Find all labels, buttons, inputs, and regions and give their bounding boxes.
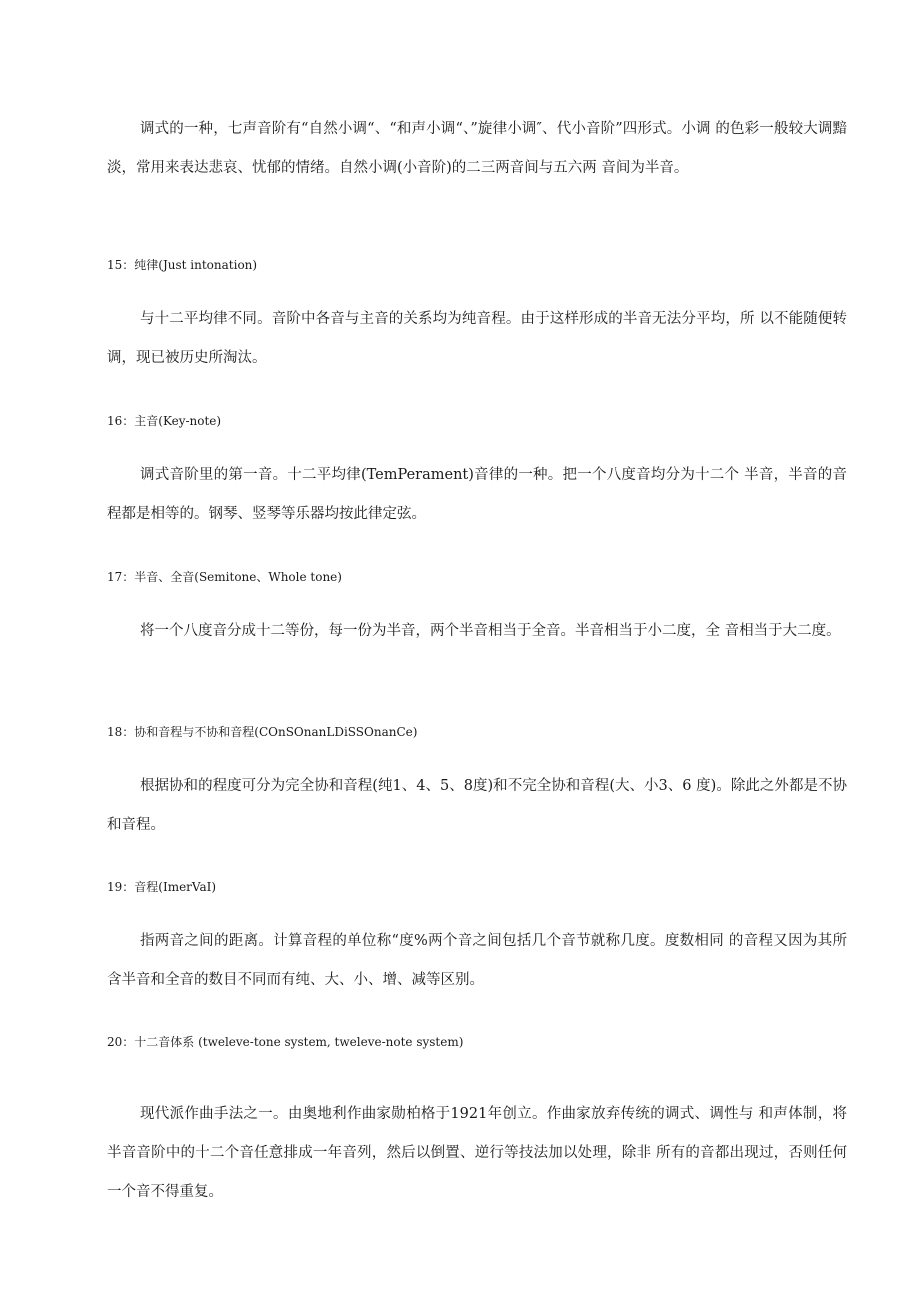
paragraph-semitone-whole-tone: 将一个八度音分成十二等份，每一份为半音，两个半音相当于全音。半音相当于小二度，全 音相当于大二度。 <box>140 623 841 639</box>
paragraph-interval: 指两音之间的距离。计算音程的单位称“度%两个音之间包括几个音节就称几度。度数相同 的音程又因为其所含半音和全音的数目不同而有纯、大、小、增、减等区别。 <box>107 933 847 988</box>
heading-key-note: 16：主音(Key-note) <box>107 414 222 428</box>
heading-semitone-whole-tone: 17：半音、全音(Semitone、Whole tone) <box>107 570 342 584</box>
paragraph-just-intonation: 与十二平均律不同。音阶中各音与主音的关系均为纯音程。由于这样形成的半音无法分平均，所 以不能随便转调，现已被历史所淘汰。 <box>107 311 847 366</box>
heading-consonance-dissonance: 18：协和音程与不协和音程(COnSOnanLDiSSOnanCe) <box>107 725 418 739</box>
paragraph-key-note: 调式音阶里的第一音。十二平均律(TemPerament)音律的一种。把一个八度音均分为十二个 半音，半音的音程都是相等的。钢琴、竖琴等乐器均按此律定弦。 <box>107 467 847 522</box>
paragraph-consonance-dissonance: 根据协和的程度可分为完全协和音程(纯1、4、5、8度)和不完全协和音程(大、小3、6 度)。除此之外都是不协和音程。 <box>107 778 847 833</box>
heading-interval: 19：音程(ImerVaI) <box>107 880 217 894</box>
paragraph-minor-scale: 调式的一种，七声音阶有“自然小调“、“和声小调“、”旋律小调″、代小音阶”四形式。小调 的色彩一般较大调黯淡，常用来表达悲哀、忧郁的情绪。自然小调(小音阶)的二三两音间与五六两 音间为半音。 <box>107 121 847 176</box>
heading-just-intonation: 15：纯律(Just intonation) <box>107 258 258 272</box>
paragraph-twelve-tone-system: 现代派作曲手法之一。由奥地利作曲家勋柏格于1921年创立。作曲家放弃传统的调式、调性与 和声体制，将半音音阶中的十二个音任意排成一年音列，然后以倒置、逆行等技法加以处理，除非 所有的音都出现过，否则任何一个音不得重复。 <box>107 1106 847 1200</box>
heading-twelve-tone-system: 20：十二音体系 (tweleve-tone system, tweleve-note system) <box>107 1035 464 1049</box>
